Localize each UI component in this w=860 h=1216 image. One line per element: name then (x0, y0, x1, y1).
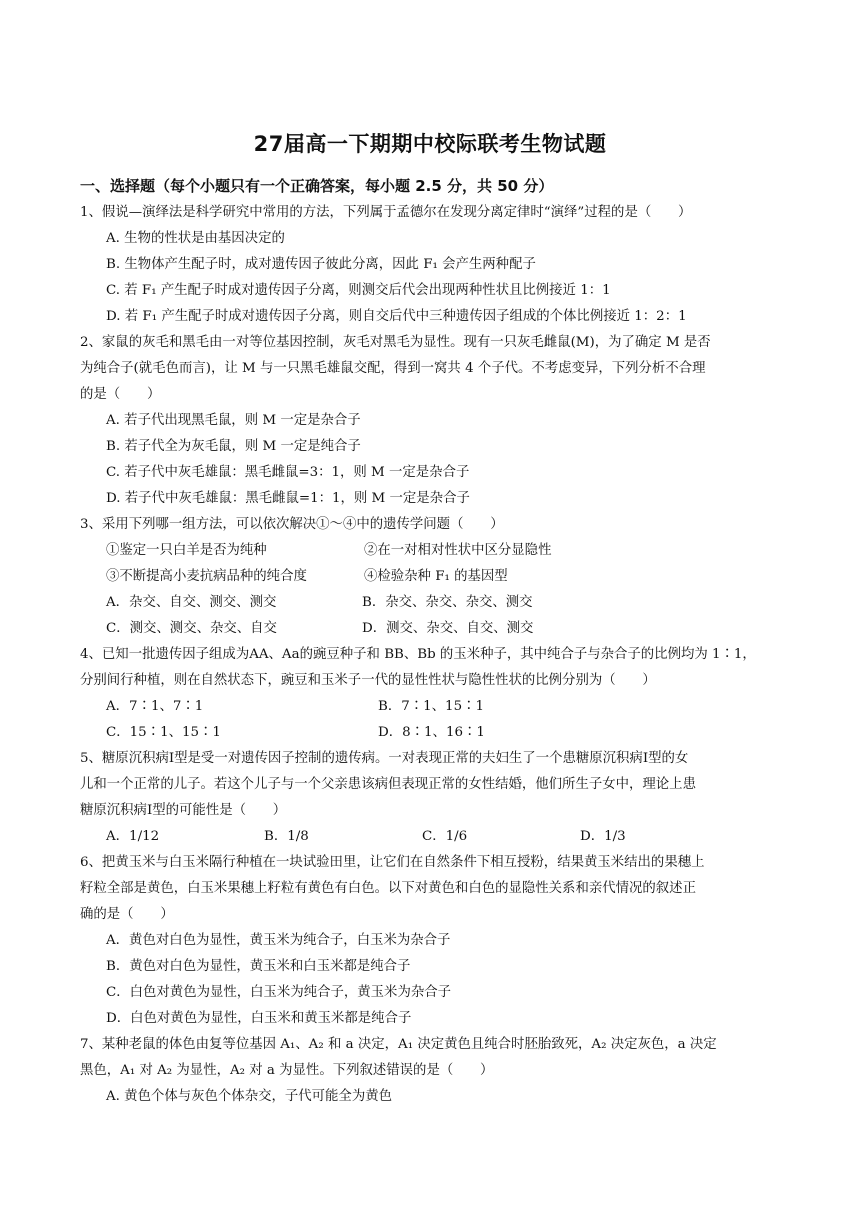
question-3-option-a: A．杂交、自交、测交、测交 (106, 595, 277, 610)
question-1-stem: 1、假说—演绎法是科学研究中常用的方法，下列属于孟德尔在发现分离定律时“演绎”过程的是（ ） (80, 205, 692, 220)
question-5-option-c: C．1/6 (422, 829, 468, 844)
question-5-option-a: A．1/12 (106, 829, 160, 844)
question-5-stem-line-1: 5、糖原沉积病Ⅰ型是受一对遗传因子控制的遗传病。一对表现正常的夫妇生了一个患糖原沉积病Ⅰ型的女 (80, 751, 689, 766)
question-3-option-b: B．杂交、杂交、杂交、测交 (362, 595, 533, 610)
question-7-option-a: A. 黄色个体与灰色个体杂交，子代可能全为黄色 (106, 1089, 392, 1104)
question-4-stem-line-1: 4、已知一批遗传因子组成为AA、Aa的豌豆种子和 BB、Bb 的玉米种子，其中纯合子与杂合子的比例均为 1∶1， (80, 647, 756, 662)
question-2-stem-line-1: 2、家鼠的灰毛和黑毛由一对等位基因控制，灰毛对黑毛为显性。现有一只灰毛雌鼠(M)，为了确定 M 是否 (80, 335, 711, 350)
question-2-stem-line-3: 的是（ ） (80, 387, 161, 402)
question-3-option-d: D．测交、杂交、自交、测交 (362, 621, 534, 636)
question-5-option-b: B．1/8 (264, 829, 309, 844)
question-3-items-row-2 (80, 564, 780, 590)
question-1-option-c: C. 若 F₁ 产生配子时成对遗传因子分离，则测交后代会出现两种性状且比例接近 1：1 (106, 283, 611, 298)
question-6-stem-line-3: 确的是（ ） (80, 907, 174, 922)
question-2-option-d: D. 若子代中灰毛雄鼠：黑毛雌鼠=1：1，则 M 一定是杂合子 (106, 491, 470, 506)
question-7-stem-line-1: 7、某种老鼠的体色由复等位基因 A₁、A₂ 和 a 决定，A₁ 决定黄色且纯合时胚胎致死，A₂ 决定灰色，a 决定 (80, 1037, 717, 1052)
question-5-option-d: D．1/3 (580, 829, 626, 844)
question-2-option-c: C. 若子代中灰毛雄鼠：黑毛雌鼠=3：1，则 M 一定是杂合子 (106, 465, 470, 480)
question-4-option-d: D．8∶1、16∶1 (378, 725, 485, 740)
question-3-item-4: ④检验杂种 F₁ 的基因型 (364, 569, 508, 584)
question-6-option-b: B．黄色对白色为显性，黄玉米和白玉米都是纯合子 (106, 959, 411, 974)
question-5-stem-line-3: 糖原沉积病Ⅰ型的可能性是（ ） (80, 803, 287, 818)
question-5-stem-line-2: 儿和一个正常的儿子。若这个儿子与一个父亲患该病但表现正常的女性结婚，他们所生子女中，理论上患 (80, 777, 696, 792)
question-list (80, 200, 780, 1110)
question-7-stem-line-2: 黑色，A₁ 对 A₂ 为显性，A₂ 对 a 为显性。下列叙述错误的是（ ） (80, 1063, 494, 1078)
question-6-stem-line-1: 6、把黄玉米与白玉米隔行种植在一块试验田里，让它们在自然条件下相互授粉，结果黄玉米结出的果穗上 (80, 855, 705, 870)
question-4-options-row-2 (80, 720, 780, 746)
question-2-stem-line-2: 为纯合子(就毛色而言)，让 M 与一只黑毛雄鼠交配，得到一窝共 4 个子代。不考虑变异，下列分析不合理 (80, 361, 706, 376)
question-4-options-row-1 (80, 694, 780, 720)
question-6-stem-line-2: 籽粒全部是黄色，白玉米果穗上籽粒有黄色有白色。以下对黄色和白色的显隐性关系和亲代情况的叙述正 (80, 881, 696, 896)
question-5-options-row (80, 824, 780, 850)
exam-title: 27届高一下期期中校际联考生物试题 (253, 132, 607, 156)
question-6-option-d: D．白色对黄色为显性，白玉米和黄玉米都是纯合子 (106, 1011, 412, 1026)
question-3-item-3: ③不断提高小麦抗病品种的纯合度 (106, 569, 307, 584)
question-4-option-c: C．15∶1、15∶1 (106, 725, 221, 740)
question-3-option-c: C．测交、测交、杂交、自交 (106, 621, 277, 636)
section-heading: 一、选择题（每个小题只有一个正确答案，每小题 2.5 分，共 50 分） (80, 177, 554, 195)
question-4-option-b: B．7∶1、15∶1 (378, 699, 485, 714)
question-1-option-d: D. 若 F₁ 产生配子时成对遗传因子分离，则自交后代中三种遗传因子组成的个体比例接近 1：2：1 (106, 309, 687, 324)
question-2-option-b: B. 若子代全为灰毛鼠，则 M 一定是纯合子 (106, 439, 361, 454)
question-6-option-a: A．黄色对白色为显性，黄玉米为纯合子，白玉米为杂合子 (106, 933, 451, 948)
question-3-options-row-2 (80, 616, 780, 642)
question-1-option-b: B. 生物体产生配子时，成对遗传因子彼此分离，因此 F₁ 会产生两种配子 (106, 257, 536, 272)
question-3-item-2: ②在一对相对性状中区分显隐性 (364, 543, 552, 558)
question-4-stem-line-2: 分别间行种植，则在自然状态下，豌豆和玉米子一代的显性性状与隐性性状的比例分别为（ ） (80, 673, 656, 688)
question-1-option-a: A. 生物的性状是由基因决定的 (106, 231, 285, 246)
question-3-options-row-1 (80, 590, 780, 616)
question-3-stem: 3、采用下列哪一组方法，可以依次解决①～④中的遗传学问题（ ） (80, 517, 504, 532)
question-3-item-1: ①鉴定一只白羊是否为纯种 (106, 543, 267, 558)
question-2-option-a: A. 若子代出现黑毛鼠，则 M 一定是杂合子 (106, 413, 361, 428)
question-3-items-row-1 (80, 538, 780, 564)
question-4-option-a: A．7∶1、7∶1 (106, 699, 204, 714)
question-6-option-c: C．白色对黄色为显性，白玉米为纯合子，黄玉米为杂合子 (106, 985, 452, 1000)
